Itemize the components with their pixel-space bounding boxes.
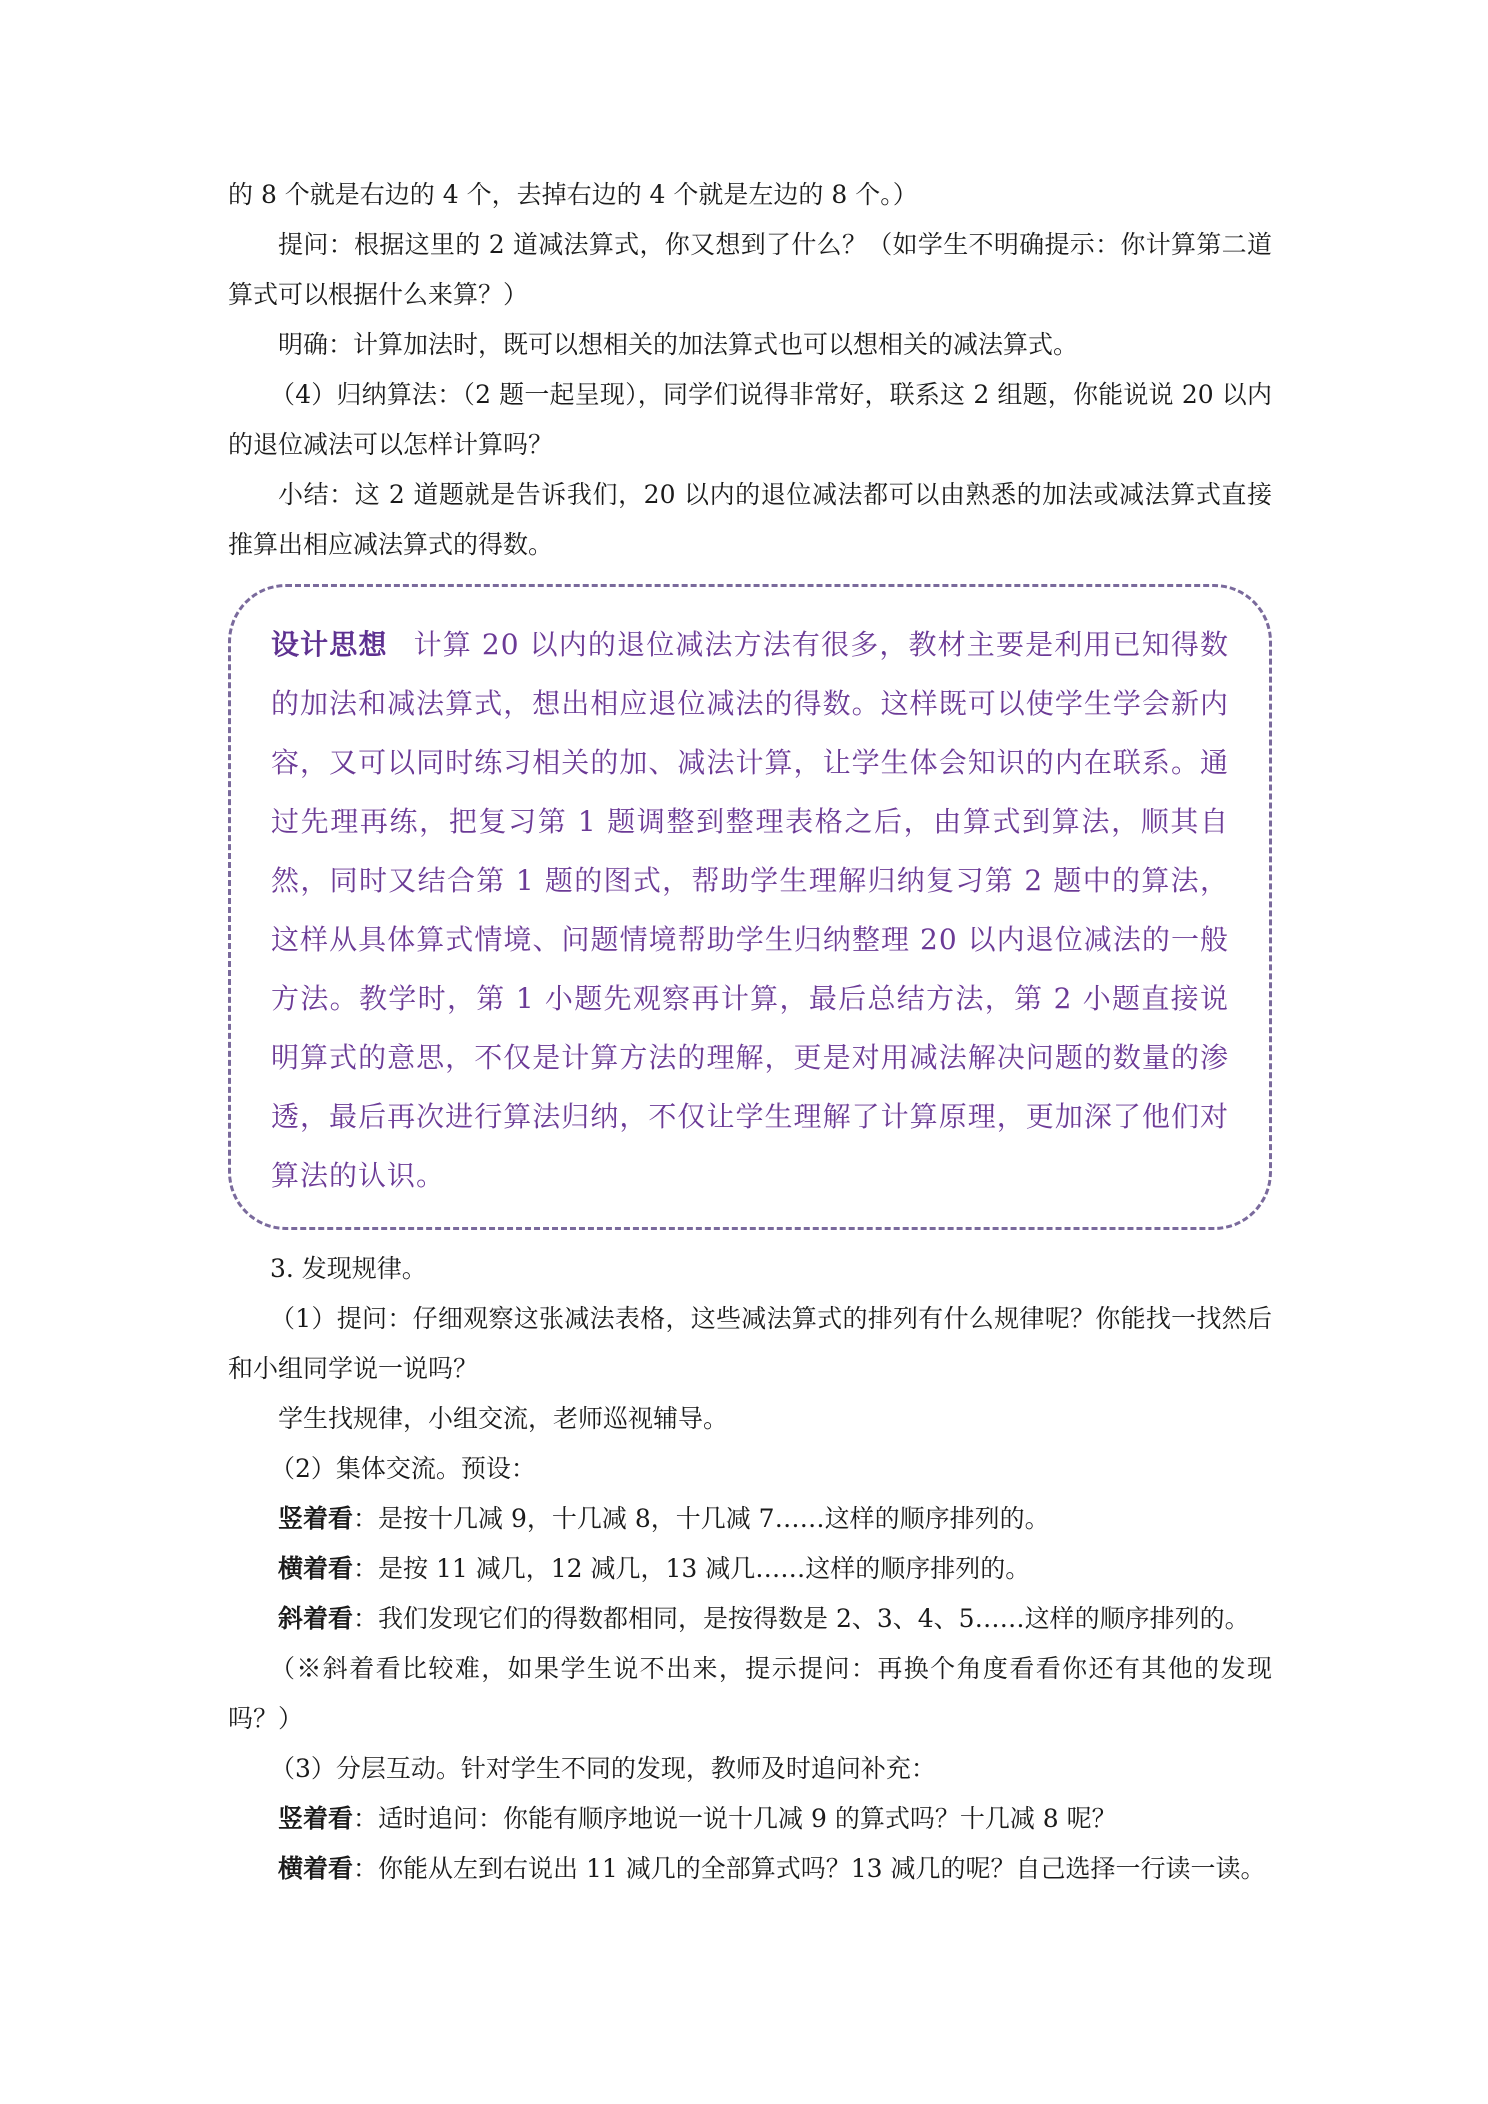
paragraph-horizontal: [228, 1544, 1272, 1594]
paragraph-layered-interaction: （3）分层互动。针对学生不同的发现，教师及时追问补充：: [270, 1754, 936, 1783]
diagonal-text: ：我们发现它们的得数都相同，是按得数是 2、3、4、5……这样的顺序排列的。: [353, 1604, 1250, 1633]
vertical-label: 竖着看: [278, 1504, 354, 1533]
paragraph-horizontal-followup: [228, 1844, 1272, 1894]
diagonal-label: 斜着看: [278, 1604, 354, 1633]
paragraph-summary: 小结：这 2 道题就是告诉我们，20 以内的退位减法都可以由熟悉的加法或减法算式直接推算出相应减法算式的得数。: [228, 480, 1272, 559]
section-heading: 3. 发现规律。: [270, 1254, 427, 1283]
paragraph-note: （※斜着看比较难，如果学生说不出来，提示提问：再换个角度看看你还有其他的发现吗？）: [228, 1654, 1272, 1733]
paragraph-question: 提问：根据这里的 2 道减法算式，你又想到了什么？（如学生不明确提示：你计算第二道算式可以根据什么来算？）: [228, 230, 1272, 309]
horizontal-label: 横着看: [278, 1554, 354, 1583]
paragraph-vertical-followup: [228, 1794, 1272, 1844]
horizontal-followup-label: 横着看: [278, 1854, 354, 1883]
paragraph-group-discuss: 学生找规律，小组交流，老师巡视辅导。: [278, 1404, 729, 1433]
paragraph-clarify: 明确：计算加法时，既可以想相关的加法算式也可以想相关的减法算式。: [278, 330, 1079, 359]
paragraph-induce-method: （4）归纳算法：（2 题一起呈现），同学们说得非常好，联系这 2 组题，你能说说 20 以内的退位减法可以怎样计算吗？: [228, 380, 1272, 459]
paragraph-collective-exchange: （2）集体交流。预设：: [270, 1454, 536, 1483]
design-thought-box: [228, 584, 1272, 1230]
design-thought-title: 设计思想: [271, 628, 388, 661]
vertical-text: ：是按十几减 9，十几减 8，十几减 7……这样的顺序排列的。: [353, 1504, 1050, 1533]
vertical-followup-label: 竖着看: [278, 1804, 354, 1833]
paragraph-observe-question: （1）提问：仔细观察这张减法表格，这些减法算式的排列有什么规律呢？你能找一找然后和小组同学说一说吗？: [228, 1304, 1272, 1383]
paragraph-diagonal: [228, 1594, 1272, 1644]
vertical-followup-text: ：适时追问：你能有顺序地说一说十几减 9 的算式吗？十几减 8 呢？: [353, 1804, 1117, 1833]
horizontal-text: ：是按 11 减几，12 减几，13 减几……这样的顺序排列的。: [353, 1554, 1031, 1583]
horizontal-followup-text: ：你能从左到右说出 11 减几的全部算式吗？13 减几的呢？自己选择一行读一读。: [353, 1854, 1266, 1883]
paragraph-continuation: 的 8 个就是右边的 4 个，去掉右边的 4 个就是左边的 8 个。）: [228, 180, 918, 209]
design-thought-paragraph: [271, 615, 1229, 1205]
design-thought-body: 计算 20 以内的退位减法方法有很多，教材主要是利用已知得数的加法和减法算式，想出相应退位减法的得数。这样既可以使学生学会新内容，又可以同时练习相关的加、减法计算，让学生体会知识的内在联系。通过先理再练，把复习第 1 题调整到整理表格之后，由算式到算法，顺其自然，同时又结合第 1 题的图式，帮助学生理解归纳复习第 2 题中的算法，这样从具体算式情境、问题情境帮助学生归纳整理 20 以内退位减法的一般方法。教学时，第 1 小题先观察再计算，最后总结方法，第 2 小题直接说明算式的意思，不仅是计算方法的理解，更是对用减法解决问题的数量的渗透，最后再次进行算法归纳，不仅让学生理解了计算原理，更加深了他们对算法的认识。: [271, 628, 1229, 1192]
document-page: [228, 170, 1272, 1894]
paragraph-vertical: [228, 1494, 1272, 1544]
